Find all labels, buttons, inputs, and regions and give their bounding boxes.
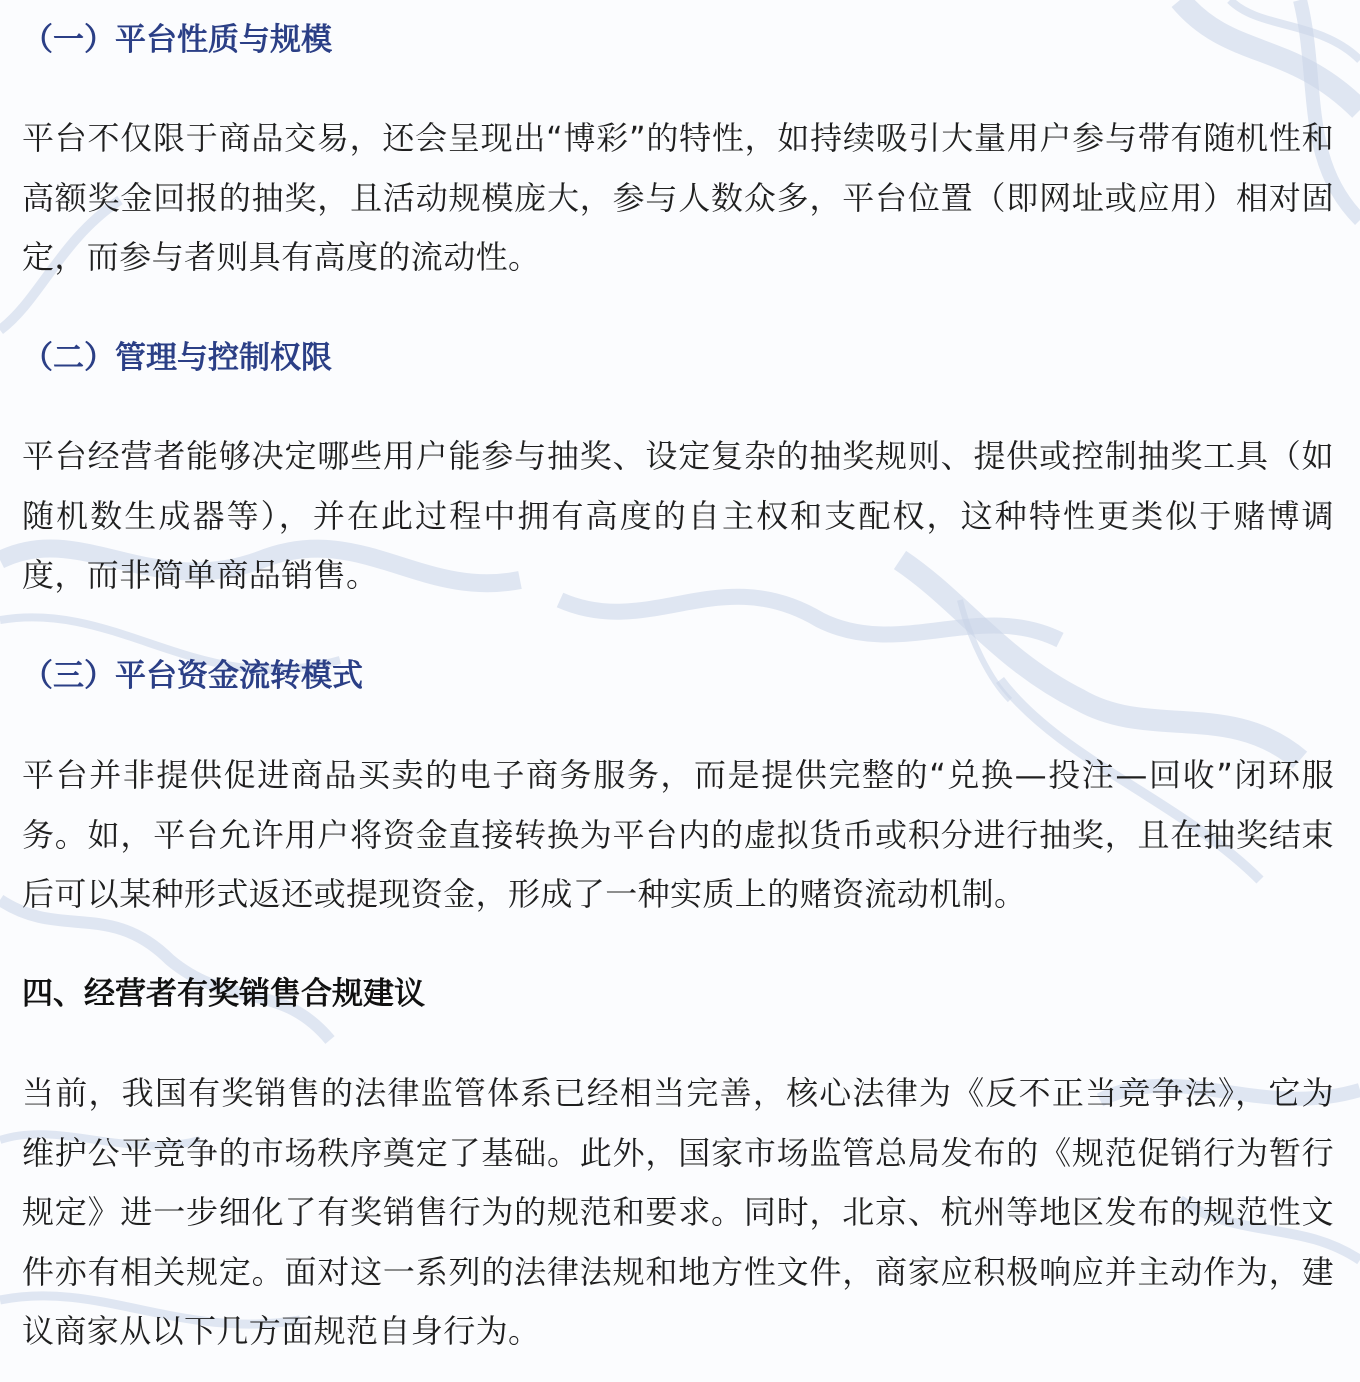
section-heading-2: （二）管理与控制权限 xyxy=(22,340,332,376)
chapter-body: 当前，我国有奖销售的法律监管体系已经相当完善，核心法律为《反不正当竞争法》，它为维护公平竞争的市场秩序奠定了基础。此外，国家市场监管总局发布的《规范促销行为暂行规定》进一步细化了有奖销售行为的规范和要求。同时，北京、杭州等地区发布的规范性文件亦有相关规定。面对这一系列的法律法规和地方性文件，商家应积极响应并主动作为，建议商家从以下几方面规范自身行为。 xyxy=(22,1074,1334,1350)
chapter-heading: 四、经营者有奖销售合规建议 xyxy=(22,976,425,1012)
section-body-3: 平台并非提供促进商品买卖的电子商务服务，而是提供完整的“兑换—投注—回收”闭环服务。如，平台允许用户将资金直接转换为平台内的虚拟货币或积分进行抽奖，且在抽奖结束后可以某种形式返还或提现资金，形成了一种实质上的赌资流动机制。 xyxy=(22,756,1334,913)
section-body-2: 平台经营者能够决定哪些用户能参与抽奖、设定复杂的抽奖规则、提供或控制抽奖工具（如随机数生成器等），并在此过程中拥有高度的自主权和支配权，这种特性更类似于赌博调度，而非简单商品销售。 xyxy=(22,437,1334,594)
section-body-1: 平台不仅限于商品交易，还会呈现出“博彩”的特性，如持续吸引大量用户参与带有随机性和高额奖金回报的抽奖，且活动规模庞大，参与人数众多，平台位置（即网址或应用）相对固定，而参与者则具有高度的流动性。 xyxy=(22,119,1334,276)
section-heading-3: （三）平台资金流转模式 xyxy=(22,658,363,694)
section-heading-1: （一）平台性质与规模 xyxy=(22,22,332,58)
